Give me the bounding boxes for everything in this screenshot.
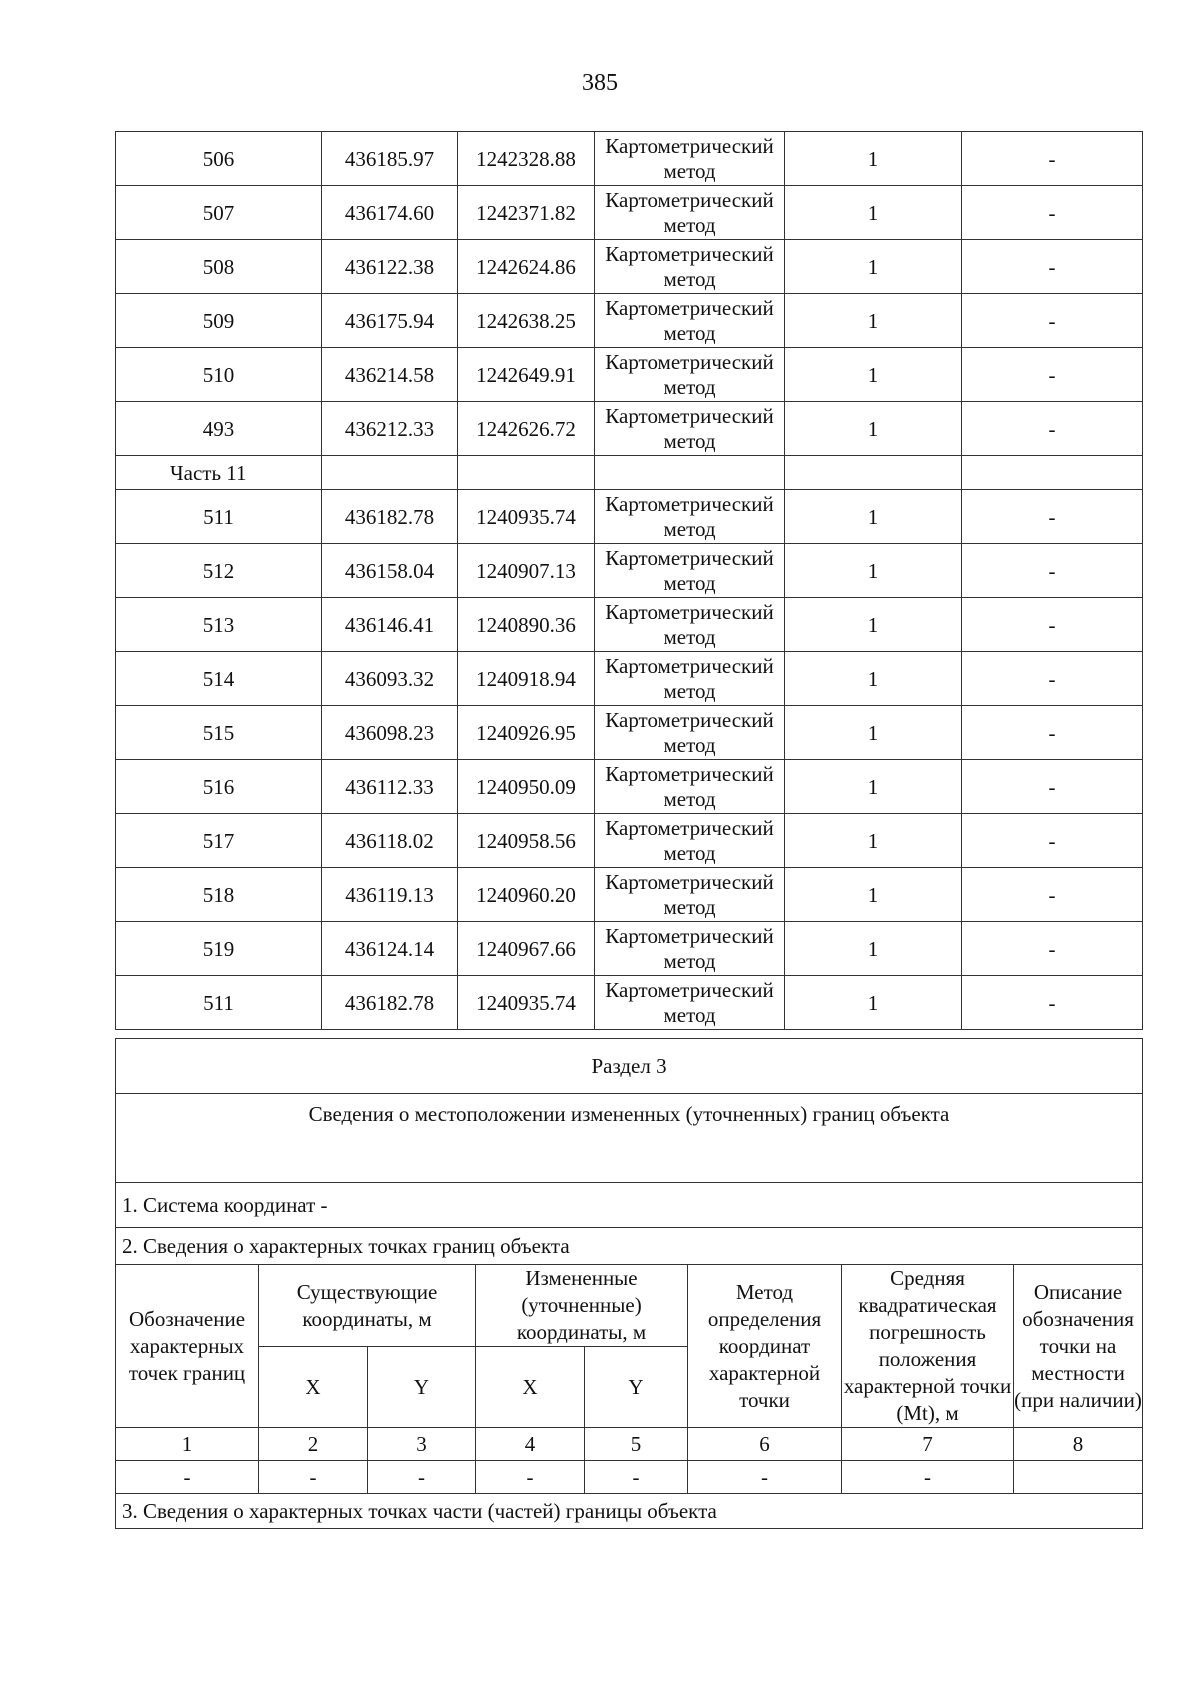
method-cell: Картометрический метод: [595, 544, 785, 598]
y-coordinate-cell: 1240890.36: [458, 598, 595, 652]
point-id-cell: 507: [116, 186, 322, 240]
empty-value-cell: -: [585, 1461, 688, 1494]
accuracy-cell: 1: [785, 186, 962, 240]
table-row: [116, 868, 1143, 922]
point-id-cell: 512: [116, 544, 322, 598]
header-existing-x: X: [259, 1347, 368, 1428]
y-coordinate-cell: 1240907.13: [458, 544, 595, 598]
method-cell: Картометрический метод: [595, 186, 785, 240]
x-coordinate-cell: 436093.32: [322, 652, 458, 706]
table-row: [116, 186, 1143, 240]
column-number: 6: [688, 1428, 842, 1461]
header-existing-coords: Существующие координаты, м: [259, 1265, 476, 1347]
description-cell: -: [962, 294, 1143, 348]
empty-value-cell: -: [476, 1461, 585, 1494]
points-heading: 2. Сведения о характерных точках границ объекта: [116, 1228, 1143, 1265]
description-cell: -: [962, 922, 1143, 976]
table-row: [116, 598, 1143, 652]
y-coordinate-cell: 1240960.20: [458, 868, 595, 922]
table-row: [116, 544, 1143, 598]
point-id-cell: 517: [116, 814, 322, 868]
description-cell: -: [962, 544, 1143, 598]
method-cell: Картометрический метод: [595, 706, 785, 760]
y-coordinate-cell: 1240958.56: [458, 814, 595, 868]
coord-system-line: 1. Система координат -: [116, 1183, 1143, 1228]
y-coordinate-cell: 1242371.82: [458, 186, 595, 240]
y-coordinate-cell: 1242624.86: [458, 240, 595, 294]
point-id-cell: 511: [116, 490, 322, 544]
empty-value-cell: -: [116, 1461, 259, 1494]
description-cell: -: [962, 186, 1143, 240]
table-row: [116, 240, 1143, 294]
x-coordinate-cell: 436119.13: [322, 868, 458, 922]
x-coordinate-cell: 436175.94: [322, 294, 458, 348]
accuracy-cell: 1: [785, 240, 962, 294]
accuracy-cell: 1: [785, 706, 962, 760]
x-coordinate-cell: 436182.78: [322, 490, 458, 544]
section-title: Раздел 3: [116, 1039, 1143, 1094]
accuracy-cell: 1: [785, 814, 962, 868]
description-cell: -: [962, 132, 1143, 186]
point-id-cell: 519: [116, 922, 322, 976]
header-existing-y: Y: [368, 1347, 476, 1428]
description-cell: -: [962, 490, 1143, 544]
description-cell: -: [962, 706, 1143, 760]
method-cell: Картометрический метод: [595, 294, 785, 348]
x-coordinate-cell: 436146.41: [322, 598, 458, 652]
empty-value-cell: [1014, 1461, 1143, 1494]
column-number: 8: [1014, 1428, 1143, 1461]
table-row: [116, 348, 1143, 402]
point-id-cell: 515: [116, 706, 322, 760]
point-id-cell: 511: [116, 976, 322, 1030]
accuracy-cell: 1: [785, 544, 962, 598]
column-number: 1: [116, 1428, 259, 1461]
column-number: 5: [585, 1428, 688, 1461]
x-coordinate-cell: 436182.78: [322, 976, 458, 1030]
empty-cell: [458, 456, 595, 490]
section-3-table: [115, 1038, 1143, 1529]
accuracy-cell: 1: [785, 294, 962, 348]
description-cell: -: [962, 652, 1143, 706]
description-cell: -: [962, 240, 1143, 294]
y-coordinate-cell: 1242649.91: [458, 348, 595, 402]
method-cell: Картометрический метод: [595, 240, 785, 294]
accuracy-cell: 1: [785, 598, 962, 652]
empty-cell: [322, 456, 458, 490]
column-number: 2: [259, 1428, 368, 1461]
empty-value-cell: -: [368, 1461, 476, 1494]
y-coordinate-cell: 1240918.94: [458, 652, 595, 706]
empty-value-cell: -: [842, 1461, 1014, 1494]
description-cell: -: [962, 348, 1143, 402]
table-row: [116, 706, 1143, 760]
description-cell: -: [962, 598, 1143, 652]
y-coordinate-cell: 1240967.66: [458, 922, 595, 976]
x-coordinate-cell: 436124.14: [322, 922, 458, 976]
section-description: Сведения о местоположении измененных (уточненных) границ объекта: [116, 1094, 1143, 1183]
point-id-cell: 514: [116, 652, 322, 706]
table-row: [116, 294, 1143, 348]
y-coordinate-cell: 1242328.88: [458, 132, 595, 186]
header-changed-y: Y: [585, 1347, 688, 1428]
empty-value-cell: -: [259, 1461, 368, 1494]
method-cell: Картометрический метод: [595, 598, 785, 652]
method-cell: Картометрический метод: [595, 132, 785, 186]
header-description: Описание обозначения точки на местности (при наличии): [1014, 1265, 1143, 1428]
accuracy-cell: 1: [785, 976, 962, 1030]
accuracy-cell: 1: [785, 348, 962, 402]
column-number: 4: [476, 1428, 585, 1461]
column-number: 3: [368, 1428, 476, 1461]
method-cell: Картометрический метод: [595, 976, 785, 1030]
description-cell: -: [962, 976, 1143, 1030]
y-coordinate-cell: 1242638.25: [458, 294, 595, 348]
table-row: [116, 922, 1143, 976]
point-id-cell: 510: [116, 348, 322, 402]
accuracy-cell: 1: [785, 760, 962, 814]
table-row: [116, 490, 1143, 544]
table-row: [116, 652, 1143, 706]
y-coordinate-cell: 1240935.74: [458, 976, 595, 1030]
method-cell: Картометрический метод: [595, 814, 785, 868]
x-coordinate-cell: 436112.33: [322, 760, 458, 814]
header-designation: Обозначение характерных точек границ: [116, 1265, 259, 1428]
coordinates-table: [115, 131, 1143, 1030]
x-coordinate-cell: 436158.04: [322, 544, 458, 598]
accuracy-cell: 1: [785, 132, 962, 186]
column-number: 7: [842, 1428, 1014, 1461]
accuracy-cell: 1: [785, 868, 962, 922]
header-changed-coords: Измененные (уточненные) координаты, м: [476, 1265, 688, 1347]
x-coordinate-cell: 436122.38: [322, 240, 458, 294]
empty-cell: [962, 456, 1143, 490]
method-cell: Картометрический метод: [595, 760, 785, 814]
point-id-cell: 508: [116, 240, 322, 294]
header-accuracy: Средняя квадратическая погрешность положения характерной точки (Mt), м: [842, 1265, 1014, 1428]
point-id-cell: 506: [116, 132, 322, 186]
y-coordinate-cell: 1240935.74: [458, 490, 595, 544]
table-row: [116, 760, 1143, 814]
point-id-cell: 513: [116, 598, 322, 652]
x-coordinate-cell: 436212.33: [322, 402, 458, 456]
empty-value-cell: -: [688, 1461, 842, 1494]
description-cell: -: [962, 814, 1143, 868]
accuracy-cell: 1: [785, 402, 962, 456]
y-coordinate-cell: 1240926.95: [458, 706, 595, 760]
accuracy-cell: 1: [785, 922, 962, 976]
table-row: [116, 132, 1143, 186]
description-cell: -: [962, 868, 1143, 922]
part-label: Часть 11: [116, 456, 322, 490]
description-cell: -: [962, 402, 1143, 456]
empty-cell: [785, 456, 962, 490]
x-coordinate-cell: 436214.58: [322, 348, 458, 402]
parts-heading: 3. Сведения о характерных точках части (частей) границы объекта: [116, 1494, 1143, 1529]
point-id-cell: 509: [116, 294, 322, 348]
y-coordinate-cell: 1242626.72: [458, 402, 595, 456]
point-id-cell: 516: [116, 760, 322, 814]
accuracy-cell: 1: [785, 652, 962, 706]
x-coordinate-cell: 436098.23: [322, 706, 458, 760]
header-changed-x: X: [476, 1347, 585, 1428]
table-row: [116, 976, 1143, 1030]
header-method: Метод определения координат характерной точки: [688, 1265, 842, 1428]
method-cell: Картометрический метод: [595, 652, 785, 706]
table-row: [116, 814, 1143, 868]
method-cell: Картометрический метод: [595, 868, 785, 922]
method-cell: Картометрический метод: [595, 348, 785, 402]
description-cell: -: [962, 760, 1143, 814]
page-number: 385: [582, 70, 618, 96]
y-coordinate-cell: 1240950.09: [458, 760, 595, 814]
x-coordinate-cell: 436185.97: [322, 132, 458, 186]
method-cell: Картометрический метод: [595, 490, 785, 544]
method-cell: Картометрический метод: [595, 922, 785, 976]
x-coordinate-cell: 436174.60: [322, 186, 458, 240]
table-row: [116, 402, 1143, 456]
empty-cell: [595, 456, 785, 490]
x-coordinate-cell: 436118.02: [322, 814, 458, 868]
point-id-cell: 518: [116, 868, 322, 922]
part-row: [116, 456, 1143, 490]
accuracy-cell: 1: [785, 490, 962, 544]
point-id-cell: 493: [116, 402, 322, 456]
method-cell: Картометрический метод: [595, 402, 785, 456]
